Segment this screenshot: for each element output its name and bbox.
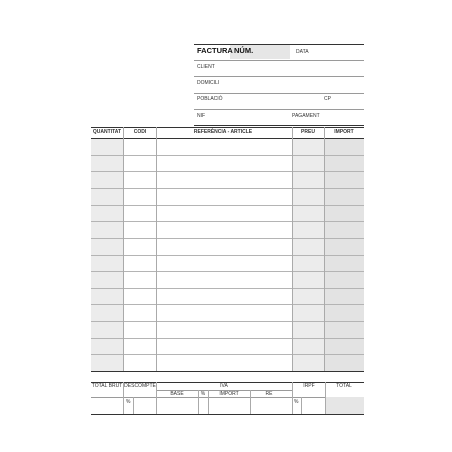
totals-bottom-rule (91, 414, 364, 415)
column-divider (292, 127, 293, 371)
total-value-field[interactable] (325, 397, 364, 414)
column-divider (324, 127, 325, 371)
totals-divider (123, 382, 124, 414)
col-header-quantitat: QUANTITAT (92, 129, 122, 135)
col-header-preu: PREU (301, 129, 315, 135)
totals-divider (156, 382, 157, 414)
num-label: NÚM. (234, 46, 254, 55)
client-label: CLIENT (197, 64, 215, 70)
totals-divider (133, 397, 134, 414)
data-label: DATA (296, 49, 309, 55)
table-bottom-rule (91, 371, 364, 372)
irpf-percent-label: % (294, 399, 299, 405)
total-label: TOTAL (336, 383, 352, 389)
col-header-codi: CODI (133, 129, 147, 135)
col-header-referencia: REFERÈNCIA - ARTICLE (193, 129, 253, 135)
iva-label: IVA (220, 383, 228, 389)
descompte-label: DESCOMPTE (124, 383, 156, 389)
totals-divider (250, 390, 251, 414)
poblacio-label: POBLACIÓ (197, 96, 223, 102)
base-label: BASE (170, 391, 184, 397)
cp-label: CP (324, 96, 331, 102)
column-divider (156, 127, 157, 371)
header-rule (194, 109, 364, 110)
pagament-label: PAGAMENT (292, 113, 320, 119)
totals-divider (325, 382, 326, 414)
iva-percent-label: % (200, 391, 206, 397)
total-brut-label: TOTAL BRUT (91, 383, 123, 389)
totals-divider (292, 382, 293, 414)
col-header-import: IMPORT (334, 129, 354, 135)
descompte-percent-label: % (126, 399, 131, 405)
header-rule (194, 76, 364, 77)
totals-divider (198, 390, 199, 414)
totals-divider (208, 390, 209, 414)
nif-label: NIF (197, 113, 206, 119)
header-bottom-rule (194, 125, 364, 126)
totals-divider (301, 397, 302, 414)
header-rule (194, 60, 364, 61)
re-label: RE (265, 391, 273, 397)
domicili-label: DOMICILI (197, 80, 220, 86)
irpf-label: IRPF (303, 383, 315, 389)
factura-title: FACTURA (197, 46, 233, 55)
column-divider (123, 127, 124, 371)
header-rule (194, 93, 364, 94)
iva-import-label: IMPORT (219, 391, 239, 397)
